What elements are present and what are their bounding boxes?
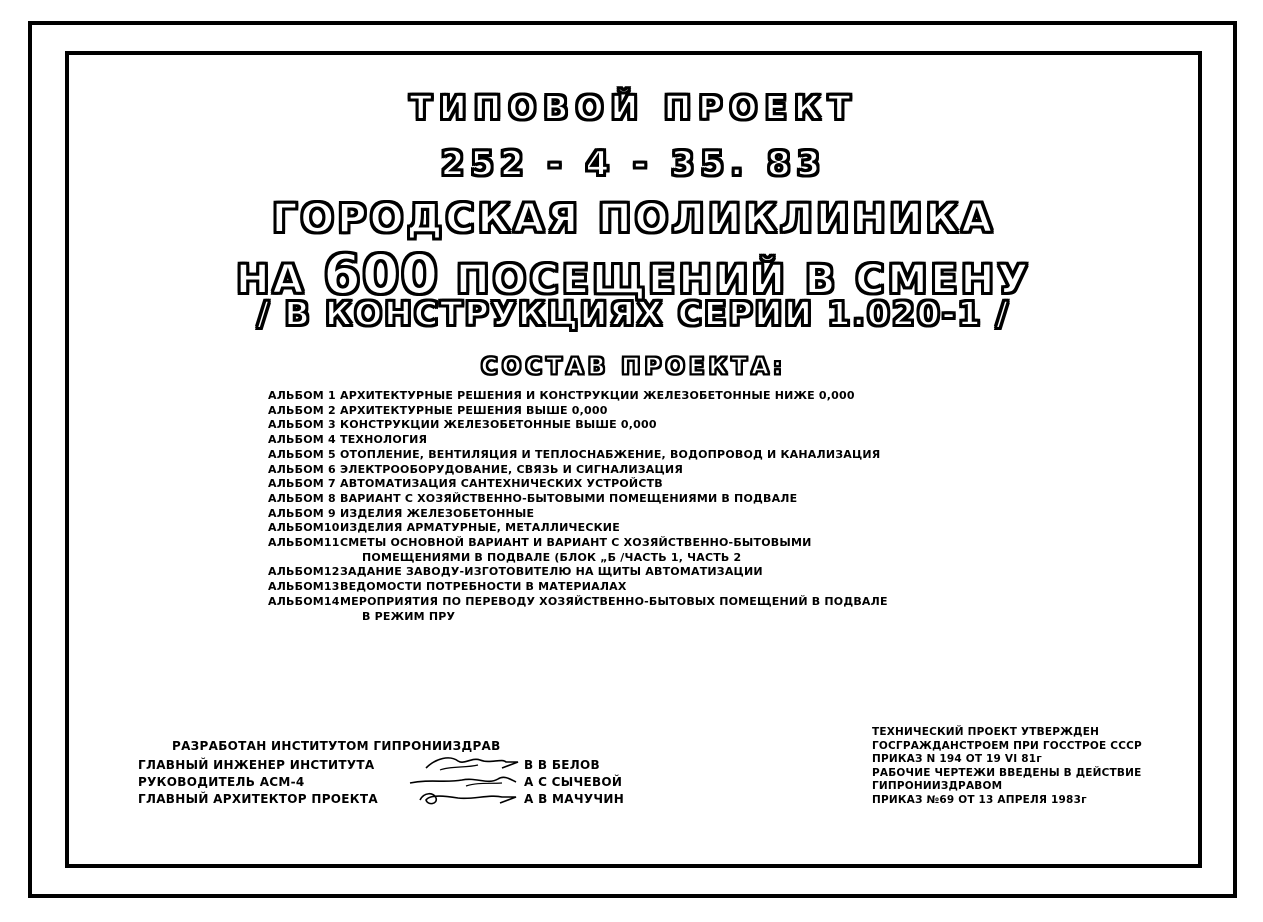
main-title-line-3: / В КОНСТРУКЦИЯХ СЕРИИ 1.020-1 /: [257, 294, 1010, 333]
main-title-line-2-prefix: НА: [235, 257, 324, 303]
capacity-number: 600: [323, 243, 440, 306]
album-description-line-1: СМЕТЫ ОСНОВНОЙ ВАРИАНТ И ВАРИАНТ С ХОЗЯЙСТВЕННО-БЫТОВЫМИ: [340, 536, 812, 550]
album-description: АВТОМАТИЗАЦИЯ САНТЕХНИЧЕСКИХ УСТРОЙСТВ: [340, 477, 663, 491]
album-description: [340, 536, 812, 565]
approval-line: ПРИКАЗ N 194 ОТ 19 VI 81г: [872, 753, 1042, 766]
album-description: ВЕДОМОСТИ ПОТРЕБНОСТИ В МАТЕРИАЛАХ: [340, 580, 627, 594]
album-row: [268, 463, 958, 478]
album-row: [268, 492, 958, 507]
album-description: [340, 595, 888, 624]
main-title-line-1: ГОРОДСКАЯ ПОЛИКЛИНИКА: [271, 196, 996, 242]
signer-name: А В МАЧУЧИН: [524, 791, 625, 806]
approval-line: ГОСГРАЖДАНСТРОЕМ ПРИ ГОССТРОЕ СССР: [872, 739, 1142, 752]
album-row: [268, 389, 958, 404]
album-row: [268, 565, 958, 580]
album-list: [268, 389, 958, 624]
document-kind-label: ТИПОВОЙ ПРОЕКТ: [409, 88, 858, 127]
signer-name: В В БЕЛОВ: [524, 757, 601, 772]
album-label: АЛЬБОМ 3: [268, 418, 336, 432]
composition-heading: СОСТАВ ПРОЕКТА:: [480, 354, 787, 380]
developed-by-line: РАЗРАБОТАН ИНСТИТУТОМ ГИПРОНИИЗДРАВ: [172, 739, 501, 753]
main-title-line-2-suffix: ПОСЕЩЕНИЙ В СМЕНУ: [439, 257, 1032, 303]
album-label: АЛЬБОМ 7: [268, 477, 336, 491]
album-row: [268, 433, 958, 448]
album-label: АЛЬБОМ10: [268, 521, 340, 535]
album-row: [268, 477, 958, 492]
album-label: АЛЬБОМ 6: [268, 462, 336, 476]
album-description: АРХИТЕКТУРНЫЕ РЕШЕНИЯ И КОНСТРУКЦИИ ЖЕЛЕЗОБЕТОННЫЕ НИЖЕ 0,000: [340, 389, 855, 402]
album-description: ИЗДЕЛИЯ ЖЕЛЕЗОБЕТОННЫЕ: [340, 506, 535, 520]
album-description-line-2: ПОМЕЩЕНИЯМИ В ПОДВАЛЕ (БЛОК „Б /ЧАСТЬ 1, ЧАСТЬ 2: [362, 550, 742, 564]
album-label: АЛЬБОМ 1: [268, 389, 336, 402]
album-row: [268, 580, 958, 595]
album-label: АЛЬБОМ 4: [268, 433, 336, 447]
signature-row: [138, 790, 625, 807]
signer-role: ГЛАВНЫЙ АРХИТЕКТОР ПРОЕКТА: [138, 791, 378, 806]
album-row: [268, 404, 958, 419]
album-label: АЛЬБОМ 2: [268, 403, 336, 417]
album-description: АРХИТЕКТУРНЫЕ РЕШЕНИЯ ВЫШЕ 0,000: [340, 403, 608, 417]
album-description: ЗАДАНИЕ ЗАВОДУ-ИЗГОТОВИТЕЛЮ НА ЩИТЫ АВТОМАТИЗАЦИИ: [340, 565, 763, 579]
album-label: АЛЬБОМ 5: [268, 447, 336, 461]
album-row: [268, 536, 958, 565]
album-label: АЛЬБОМ14: [268, 594, 340, 608]
approval-line: ГИПРОНИИЗДРАВОМ: [872, 780, 1003, 793]
approval-line: ТЕХНИЧЕСКИЙ ПРОЕКТ УТВЕРЖДЕН: [872, 726, 1100, 738]
signer-role: РУКОВОДИТЕЛЬ АСМ-4: [138, 774, 305, 789]
album-label: АЛЬБОМ 9: [268, 506, 336, 520]
album-label: АЛЬБОМ12: [268, 565, 340, 579]
album-row: [268, 507, 958, 522]
album-description-line-1: МЕРОПРИЯТИЯ ПО ПЕРЕВОДУ ХОЗЯЙСТВЕННО-БЫТОВЫХ ПОМЕЩЕНИЙ В ПОДВАЛЕ: [340, 594, 888, 608]
approval-line: ПРИКАЗ №69 ОТ 13 АПРЕЛЯ 1983г: [872, 793, 1087, 806]
project-number: 252 - 4 - 35. 83: [440, 144, 827, 184]
album-label: АЛЬБОМ11: [268, 536, 340, 550]
album-description: КОНСТРУКЦИИ ЖЕЛЕЗОБЕТОННЫЕ ВЫШЕ 0,000: [340, 418, 657, 432]
signer-name: А С СЫЧЕВОЙ: [524, 774, 623, 789]
album-description: ВАРИАНТ С ХОЗЯЙСТВЕННО-БЫТОВЫМИ ПОМЕЩЕНИЯМИ В ПОДВАЛЕ: [340, 491, 798, 505]
album-description: ЭЛЕКТРООБОРУДОВАНИЕ, СВЯЗЬ И СИГНАЛИЗАЦИЯ: [340, 462, 683, 476]
album-description: ИЗДЕЛИЯ АРМАТУРНЫЕ, МЕТАЛЛИЧЕСКИЕ: [340, 521, 620, 535]
album-label: АЛЬБОМ13: [268, 580, 340, 594]
album-row: [268, 595, 958, 624]
signer-role: ГЛАВНЫЙ ИНЖЕНЕР ИНСТИТУТА: [138, 757, 375, 772]
album-row: [268, 418, 958, 433]
album-description: ОТОПЛЕНИЕ, ВЕНТИЛЯЦИЯ И ТЕПЛОСНАБЖЕНИЕ, ВОДОПРОВОД И КАНАЛИЗАЦИЯ: [340, 447, 881, 461]
album-row: [268, 448, 958, 463]
album-row: [268, 521, 958, 536]
approval-line: РАБОЧИЕ ЧЕРТЕЖИ ВВЕДЕНЫ В ДЕЙСТВИЕ: [872, 766, 1142, 779]
album-label: АЛЬБОМ 8: [268, 491, 336, 505]
signature-block: [138, 739, 625, 807]
album-description-line-2: В РЕЖИМ ПРУ: [362, 609, 456, 623]
signature-scribble-icon: [406, 788, 524, 808]
approval-block: [872, 726, 1172, 808]
album-description: ТЕХНОЛОГИЯ: [340, 433, 428, 447]
